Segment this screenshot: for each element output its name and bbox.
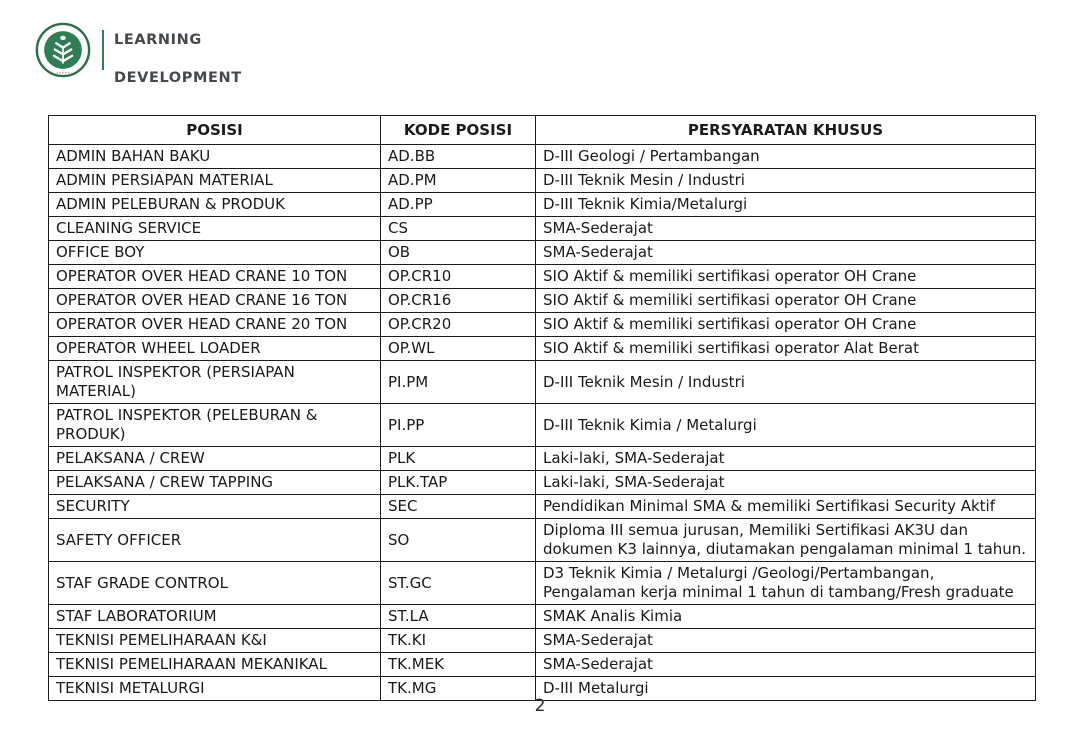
table-row [49,169,1036,193]
column-header-persyaratan-khusus: PERSYARATAN KHUSUS [536,116,1036,145]
table-row [49,145,1036,169]
table-row [49,562,1036,605]
table-cell: ADMIN PELEBURAN & PRODUK [49,193,381,217]
column-header-kode-posisi: KODE POSISI [381,116,536,145]
table-cell: STAF GRADE CONTROL [49,562,381,605]
table-cell: OP.WL [381,337,536,361]
table-cell: Diploma III semua jurusan, Memiliki Sertifikasi AK3U dan dokumen K3 lainnya, diutamakan pengalaman minimal 1 tahun. [536,519,1036,562]
table-cell: D-III Teknik Kimia/Metalurgi [536,193,1036,217]
table-cell: SMA-Sederajat [536,629,1036,653]
table-cell: PLK.TAP [381,471,536,495]
table-header-row [49,116,1036,145]
table-cell: OPERATOR OVER HEAD CRANE 10 TON [49,265,381,289]
table-cell: OFFICE BOY [49,241,381,265]
table-cell: SECURITY [49,495,381,519]
table-cell: AD.BB [381,145,536,169]
table-row [49,471,1036,495]
table-row [49,313,1036,337]
table-cell: D-III Geologi / Pertambangan [536,145,1036,169]
table-cell: SMA-Sederajat [536,241,1036,265]
brand-title [114,12,242,87]
table-cell: PATROL INSPEKTOR (PELEBURAN & PRODUK) [49,404,381,447]
page-number: 2 [534,696,546,716]
brand-title-line2: DEVELOPMENT [114,69,242,86]
table-row [49,193,1036,217]
table-cell: SIO Aktif & memiliki sertifikasi operator OH Crane [536,289,1036,313]
table-cell: TEKNISI PEMELIHARAAN K&I [49,629,381,653]
table-cell: SMAK Analis Kimia [536,605,1036,629]
table-cell: OB [381,241,536,265]
table-cell: ADMIN BAHAN BAKU [49,145,381,169]
table-cell: TEKNISI METALURGI [49,677,381,701]
learning-development-logo-icon [34,21,92,79]
positions-table [48,115,1036,701]
table-cell: Laki-laki, SMA-Sederajat [536,471,1036,495]
table-row [49,519,1036,562]
table-cell: ADMIN PERSIAPAN MATERIAL [49,169,381,193]
table-cell: CLEANING SERVICE [49,217,381,241]
table-row [49,265,1036,289]
table-cell: PELAKSANA / CREW TAPPING [49,471,381,495]
table-row [49,653,1036,677]
table-cell: SIO Aktif & memiliki sertifikasi operator OH Crane [536,265,1036,289]
table-cell: AD.PP [381,193,536,217]
table-cell: OP.CR20 [381,313,536,337]
table-cell: CS [381,217,536,241]
table-row [49,629,1036,653]
table-row [49,495,1036,519]
table-cell: TK.KI [381,629,536,653]
table-cell: D-III Teknik Mesin / Industri [536,169,1036,193]
svg-text:* * * * *: * * * * * [56,71,70,76]
table-cell: PELAKSANA / CREW [49,447,381,471]
table-row [49,289,1036,313]
column-header-posisi: POSISI [49,116,381,145]
table-cell: OPERATOR OVER HEAD CRANE 16 TON [49,289,381,313]
table-cell: TK.MEK [381,653,536,677]
table-row [49,241,1036,265]
table-row [49,217,1036,241]
table-cell: SAFETY OFFICER [49,519,381,562]
table-row [49,361,1036,404]
table-cell: TEKNISI PEMELIHARAAN MEKANIKAL [49,653,381,677]
table-cell: OP.CR10 [381,265,536,289]
table-cell: STAF LABORATORIUM [49,605,381,629]
table-cell: ST.GC [381,562,536,605]
table-cell: SO [381,519,536,562]
table-cell: OPERATOR OVER HEAD CRANE 20 TON [49,313,381,337]
table-row [49,447,1036,471]
table-cell: TK.MG [381,677,536,701]
table-header [49,116,1036,145]
table-cell: Pendidikan Minimal SMA & memiliki Sertifikasi Security Aktif [536,495,1036,519]
table-cell: PATROL INSPEKTOR (PERSIAPAN MATERIAL) [49,361,381,404]
table-cell: SIO Aktif & memiliki sertifikasi operator OH Crane [536,313,1036,337]
table-cell: SIO Aktif & memiliki sertifikasi operator Alat Berat [536,337,1036,361]
table-cell: PLK [381,447,536,471]
table-row [49,337,1036,361]
brand-header [34,12,242,87]
table-cell: SEC [381,495,536,519]
table-body [49,145,1036,701]
table-row [49,605,1036,629]
table-cell: D3 Teknik Kimia / Metalurgi /Geologi/Pertambangan, Pengalaman kerja minimal 1 tahun di tambang/Fresh graduate [536,562,1036,605]
table-cell: SMA-Sederajat [536,653,1036,677]
brand-title-line1: LEARNING [114,31,202,48]
table-row [49,404,1036,447]
table-cell: OPERATOR WHEEL LOADER [49,337,381,361]
table-cell: OP.CR16 [381,289,536,313]
table-cell: ST.LA [381,605,536,629]
table-cell: D-III Teknik Mesin / Industri [536,361,1036,404]
table-cell: D-III Teknik Kimia / Metalurgi [536,404,1036,447]
table-cell: AD.PM [381,169,536,193]
table-cell: PI.PM [381,361,536,404]
table-cell: Laki-laki, SMA-Sederajat [536,447,1036,471]
table-cell: PI.PP [381,404,536,447]
brand-divider [102,30,104,70]
table-cell: SMA-Sederajat [536,217,1036,241]
table-cell: D-III Metalurgi [536,677,1036,701]
